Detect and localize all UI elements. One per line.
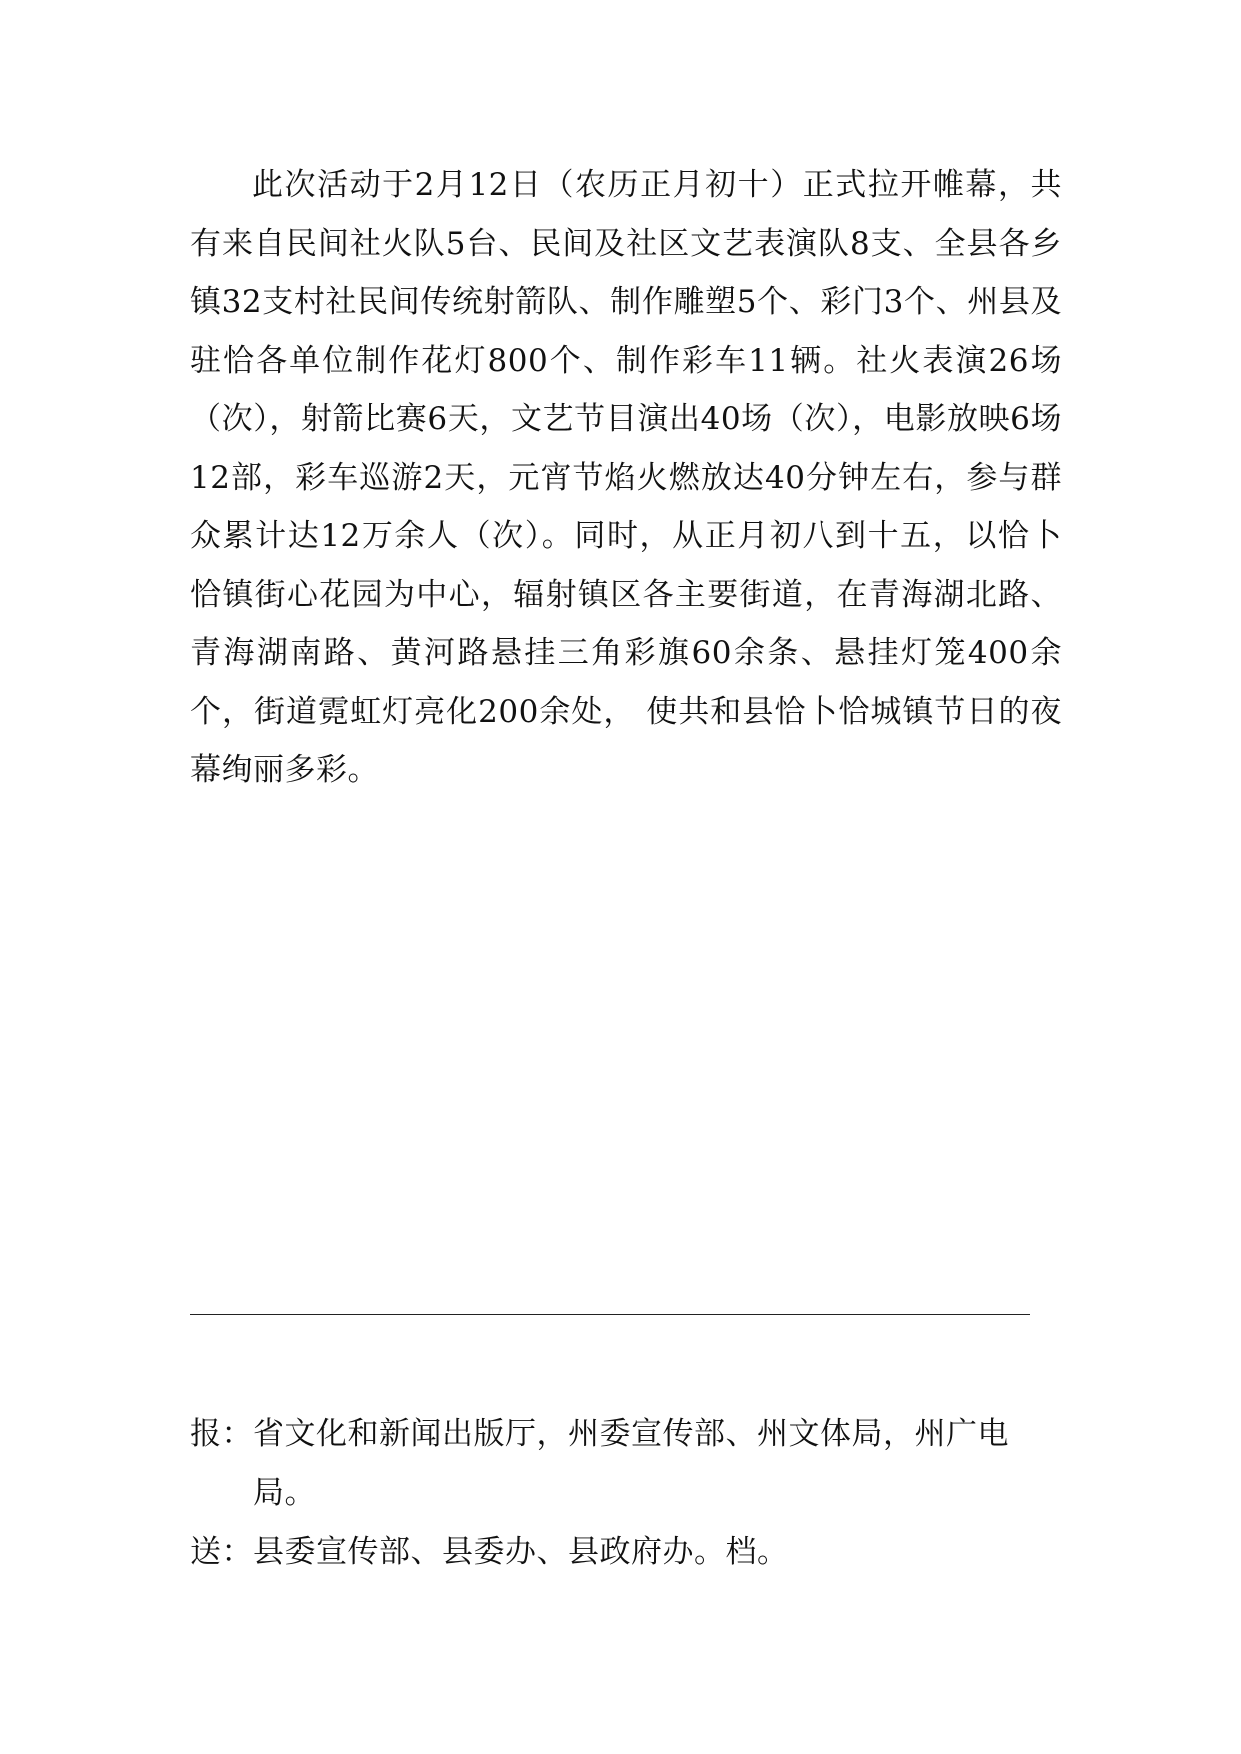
send-label: 送： [190, 1534, 253, 1570]
separator-line [190, 1314, 1030, 1315]
report-label: 报： [190, 1416, 253, 1452]
send-recipients: 县委宣传部、县委办、县政府办。档。 [253, 1534, 789, 1570]
report-recipients: 省文化和新闻出版厅，州委宣传部、州文体局，州广电局。 [253, 1416, 1009, 1511]
send-to-line [190, 1523, 1062, 1582]
body-paragraph: 此次活动于2月12日（农历正月初十）正式拉开帷幕，共有来自民间社火队5台、民间及社区文艺表演队8支、全县各乡镇32支村社民间传统射箭队、制作雕塑5个、彩门3个、州县及驻恰各单位制作花灯800个、制作彩车11辆。社火表演26场（次），射箭比赛6天，文艺节目演出40场（次），电影放映6场12部，彩车巡游2天，元宵节焰火燃放达40分钟左右，参与群众累计达12万余人（次）。同时，从正月初八到十五，以恰卜恰镇街心花园为中心，辐射镇区各主要街道，在青海湖北路、青海湖南路、黄河路悬挂三角彩旗60余条、悬挂灯笼400余个，街道霓虹灯亮化200余处， 使共和县恰卜恰城镇节日的夜幕绚丽多彩。 [190, 167, 1062, 788]
report-to-line [190, 1405, 1062, 1522]
